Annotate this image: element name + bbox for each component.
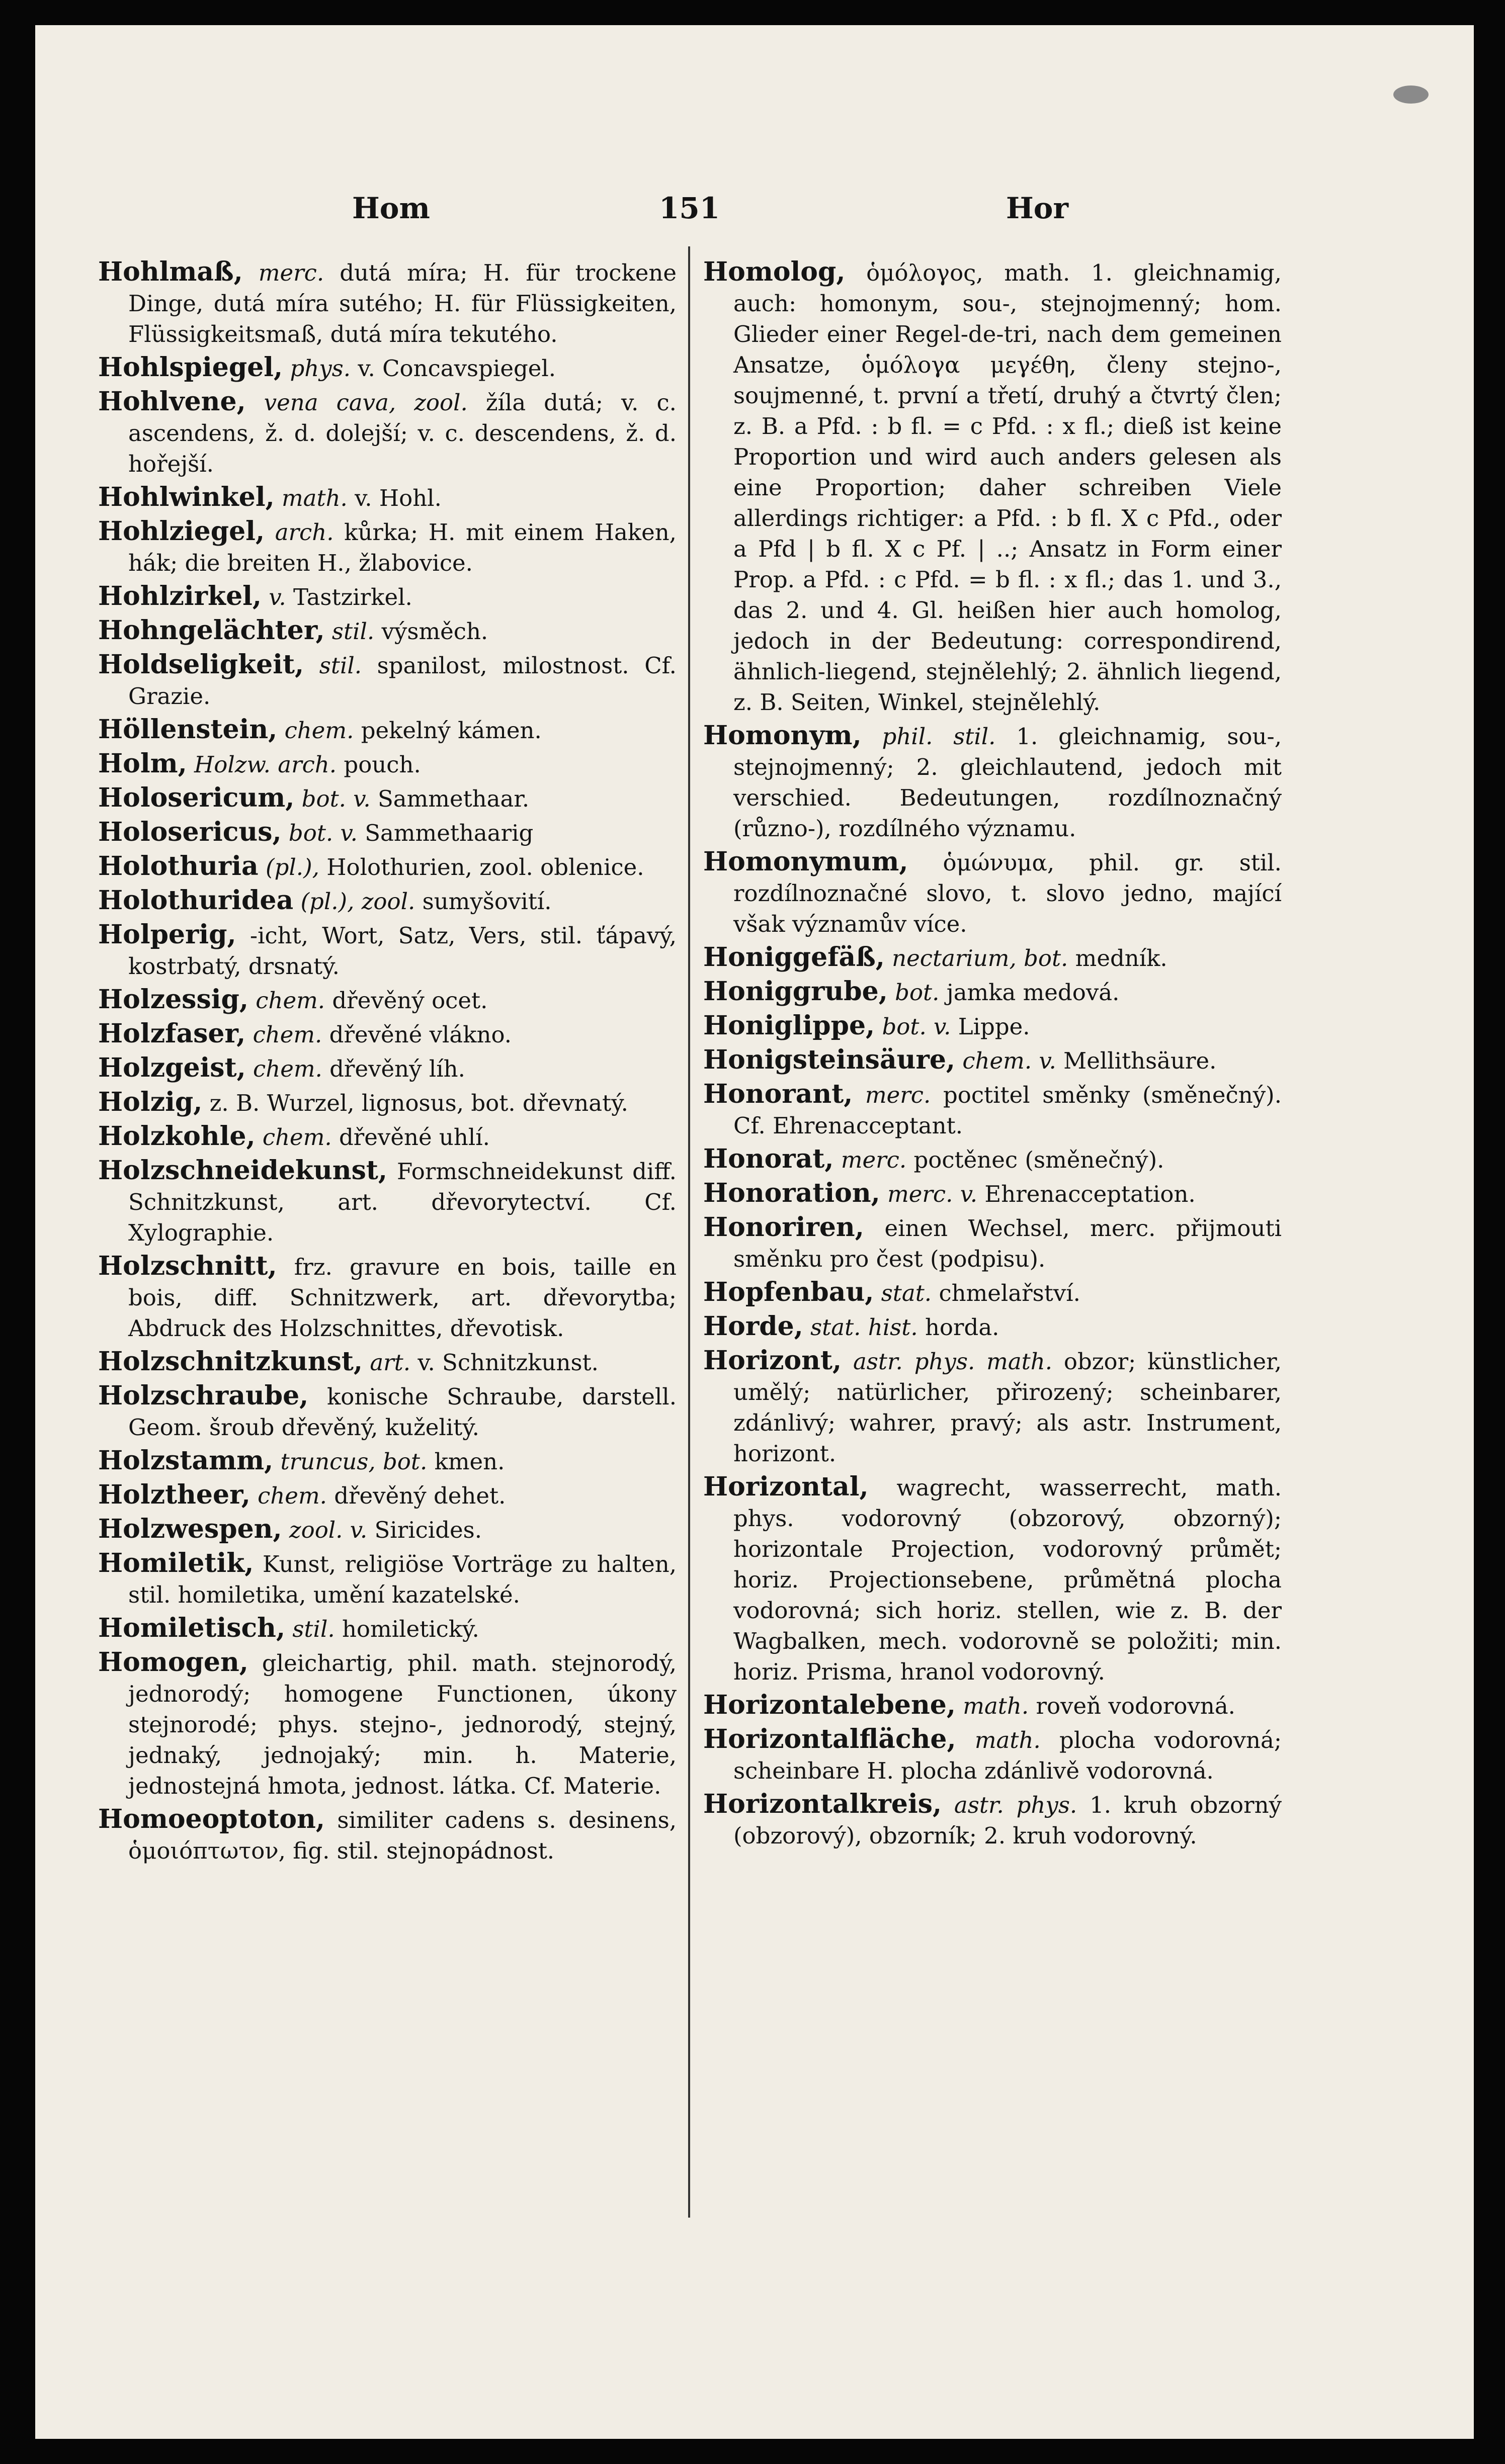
entry-definition: dřevěné vlákno.	[329, 1021, 512, 1048]
dictionary-entry	[98, 1445, 677, 1477]
entry-definition: obzor; künstlicher, umělý; natürlicher, přirozený; scheinbarer, zdánlivý; wahrer, pravý; als astr. Instrument, horizont.	[733, 1348, 1282, 1467]
dictionary-entry	[703, 256, 1282, 718]
entry-definition: Formschneidekunst diff. Schnitzkunst, art. dřevorytectví. Cf. Xylographie.	[128, 1158, 677, 1246]
entry-headword: Honoration,	[703, 1178, 880, 1208]
dictionary-entry	[703, 1724, 1282, 1786]
entry-label: merc.	[841, 1147, 907, 1173]
header-left-catchword: Hom	[352, 191, 430, 225]
entry-definition: z. B. Wurzel, lignosus, bot. dřevnatý.	[209, 1090, 628, 1116]
entry-headword: Homolog,	[703, 256, 846, 287]
dictionary-entry	[98, 1052, 677, 1084]
entry-label: Holzw. arch.	[194, 751, 337, 778]
entry-definition: Lippe.	[958, 1013, 1030, 1040]
entry-label: v.	[269, 584, 286, 610]
dictionary-entry	[98, 649, 677, 712]
entry-definition: jamka medová.	[946, 979, 1120, 1006]
dictionary-entry	[98, 1514, 677, 1545]
entry-headword: Holosericus,	[98, 817, 282, 847]
entry-headword: Honiggefäß,	[703, 942, 885, 973]
entry-definition: frz. gravure en bois, taille en bois, diff. Schnitzwerk, art. dřevorytba; Abdruck des Holzschnittes, dřevotisk.	[128, 1254, 677, 1342]
entry-definition: sumyšovití.	[422, 888, 552, 915]
entry-headword: Hopfenbau,	[703, 1277, 874, 1307]
entry-definition: wagrecht, wasserrecht, math. phys. vodorovný (obzorový, obzorný); horizontale Projection, vodorovný průmět; horiz. Projectionsebene, průmětná plocha vodorovná; sich horiz. stellen, wie z. B. der Wagbalken, mech. vodorovně se položiti; min. horiz. Prisma, hranol vodorovný.	[733, 1474, 1282, 1685]
dictionary-entry	[98, 256, 677, 349]
entry-definition: ὁμώνυμα, phil. gr. stil. rozdílnoznačné slovo, t. slovo jedno, mající však významův více.	[733, 849, 1282, 937]
entry-definition: 1. kruh obzorný (obzorový), obzorník; 2. kruh vodorovný.	[733, 1792, 1282, 1849]
entry-definition: Siricides.	[374, 1517, 482, 1543]
entry-definition: -icht, Wort, Satz, Vers, stil. ťápavý, kostrbatý, drsnatý.	[128, 922, 677, 980]
dictionary-entry	[703, 1789, 1282, 1851]
entry-label: chem.	[253, 1055, 322, 1082]
entry-label: chem.	[253, 1021, 322, 1048]
entry-definition: pekelný kámen.	[361, 717, 542, 744]
left-column	[98, 256, 677, 1869]
entry-definition: Ehrenacceptation.	[984, 1181, 1196, 1207]
dictionary-entry	[98, 748, 677, 780]
entry-definition: dutá míra; H. für trockene Dinge, dutá míra sutého; H. für Flüssigkeiten, Flüssigkeitsmaß, dutá míra tekutého.	[128, 259, 677, 347]
page-edge-mark	[1393, 85, 1429, 104]
dictionary-entry	[98, 615, 677, 647]
dictionary-entry	[98, 1018, 677, 1050]
dictionary-entry	[703, 942, 1282, 974]
entry-headword: Honorant,	[703, 1079, 853, 1109]
dictionary-entry	[703, 1143, 1282, 1175]
entry-definition: v. Hohl.	[355, 485, 442, 511]
dictionary-entry	[98, 984, 677, 1016]
dictionary-entry	[98, 516, 677, 578]
entry-label: bot. v.	[882, 1013, 951, 1040]
entry-label: chem.	[258, 1482, 327, 1509]
dictionary-entry	[98, 1155, 677, 1248]
entry-definition: gleichartig, phil. math. stejnorodý, jednorodý; homogene Functionen, úkony stejnorodé; phys. stejno-, jednorodý, stejný, jednaký, jednojaký; min. h. Materie, jednostejná hmota, jednost. látka. Cf. Materie.	[128, 1650, 677, 1799]
entry-definition: pouch.	[344, 751, 421, 778]
dictionary-entry	[98, 482, 677, 513]
entry-definition: Sammethaar.	[377, 785, 530, 812]
entry-headword: Holzkohle,	[98, 1121, 256, 1152]
entry-definition: horda.	[925, 1314, 999, 1341]
dictionary-entry	[703, 976, 1282, 1008]
entry-definition: poctěnec (směnečný).	[913, 1147, 1164, 1173]
entry-headword: Holzgeist,	[98, 1052, 246, 1083]
entry-definition: einen Wechsel, merc. přijmouti směnku pro čest (podpisu).	[733, 1215, 1282, 1272]
entry-headword: Homiletik,	[98, 1548, 254, 1578]
dictionary-entry	[98, 782, 677, 814]
entry-label: stil.	[331, 618, 375, 645]
entry-headword: Holdseligkeit,	[98, 649, 304, 680]
entry-headword: Hohlzirkel,	[98, 581, 262, 611]
entry-headword: Hohngelächter,	[98, 615, 325, 646]
entry-label: math.	[281, 485, 348, 511]
entry-definition: plocha vodorovná; scheinbare H. plocha zdánlivě vodorovná.	[733, 1727, 1282, 1784]
entry-definition: Sammethaarig	[365, 820, 534, 846]
dictionary-entry	[98, 1380, 677, 1443]
entry-definition: dřevěný dehet.	[334, 1482, 506, 1509]
header-right-catchword: Hor	[1006, 191, 1069, 225]
entry-label: chem.	[284, 717, 354, 744]
dictionary-entry	[98, 1548, 677, 1610]
dictionary-entry	[98, 1479, 677, 1511]
entry-definition: v. Schnitzkunst.	[417, 1349, 599, 1376]
entry-label: art.	[370, 1349, 411, 1376]
dictionary-entry	[703, 846, 1282, 939]
dictionary-entry	[703, 720, 1282, 844]
entry-headword: Holperig,	[98, 919, 236, 950]
dictionary-entry	[98, 885, 677, 917]
entry-headword: Homonymum,	[703, 846, 908, 877]
entry-definition: dřevěný ocet.	[332, 987, 488, 1014]
entry-label: bot. v.	[288, 820, 358, 846]
dictionary-entry	[703, 1311, 1282, 1343]
entry-headword: Holzschnitzkunst,	[98, 1346, 363, 1377]
entry-definition: Holothurien, zool. oblenice.	[326, 854, 644, 881]
dictionary-page	[35, 25, 1474, 2439]
entry-label: chem.	[262, 1124, 332, 1151]
dictionary-entry	[703, 1277, 1282, 1308]
entry-definition: kmen.	[434, 1448, 505, 1475]
right-column	[703, 256, 1282, 1854]
page-header	[35, 191, 1474, 236]
dictionary-entry	[703, 1471, 1282, 1687]
entry-label: bot. v.	[301, 785, 371, 812]
entry-headword: Holzwespen,	[98, 1514, 282, 1544]
entry-label: astr. phys.	[954, 1792, 1077, 1818]
entry-headword: Hohlwinkel,	[98, 482, 275, 512]
dictionary-entry	[98, 1613, 677, 1644]
entry-headword: Holzessig,	[98, 984, 248, 1015]
entry-headword: Horizontalfläche,	[703, 1724, 956, 1754]
dictionary-entry	[703, 1044, 1282, 1076]
entry-label: (pl.),	[266, 854, 319, 881]
entry-headword: Holzschnitt,	[98, 1251, 277, 1281]
dictionary-entry	[98, 851, 677, 883]
entry-headword: Honoriren,	[703, 1212, 864, 1243]
entry-definition: v. Concavspiegel.	[358, 355, 556, 382]
entry-label: phys.	[290, 355, 351, 382]
entry-definition: spanilost, milostnost. Cf. Grazie.	[128, 652, 677, 710]
entry-label: arch.	[275, 519, 334, 546]
entry-label: truncus, bot.	[280, 1448, 428, 1475]
entry-definition: kůrka; H. mit einem Haken, hák; die breiten H., žlabovice.	[128, 519, 677, 576]
entry-label: stat.	[881, 1280, 932, 1306]
entry-label: math.	[963, 1693, 1029, 1719]
entry-headword: Honorat,	[703, 1143, 834, 1174]
dictionary-entry	[98, 352, 677, 384]
entry-label: math.	[974, 1727, 1041, 1753]
dictionary-entry	[98, 1346, 677, 1378]
entry-headword: Homiletisch,	[98, 1613, 286, 1643]
dictionary-entry	[703, 1345, 1282, 1469]
entry-label: astr. phys. math.	[853, 1348, 1053, 1375]
entry-definition: medník.	[1075, 945, 1167, 972]
entry-headword: Horizontalebene,	[703, 1690, 956, 1720]
entry-headword: Horde,	[703, 1311, 803, 1342]
entry-headword: Horizontal,	[703, 1471, 869, 1502]
entry-headword: Honiggrube,	[703, 976, 888, 1007]
entry-headword: Homoeoptoton,	[98, 1804, 325, 1834]
entry-label: (pl.), zool.	[300, 888, 415, 915]
dictionary-entry	[98, 1121, 677, 1153]
entry-label: nectarium, bot.	[892, 945, 1068, 972]
dictionary-entry	[98, 1087, 677, 1118]
entry-definition: 1. gleichnamig, sou-, stejnojmenný; 2. gleichlautend, jedoch mit verschied. Bedeutungen, rozdílnoznačný (různo-), rozdílného významu.	[733, 723, 1282, 842]
entry-label: stil.	[319, 652, 362, 679]
entry-label: merc.	[258, 259, 324, 286]
entry-headword: Höllenstein,	[98, 714, 278, 745]
entry-definition: žíla dutá; v. c. ascendens, ž. d. dolejší; v. c. descendens, ž. d. hořejší.	[128, 389, 677, 477]
dictionary-entry	[703, 1010, 1282, 1042]
entry-label: merc. v.	[887, 1181, 978, 1207]
dictionary-entry	[98, 817, 677, 848]
entry-headword: Hohlvene,	[98, 386, 246, 417]
entry-label: chem. v.	[962, 1047, 1056, 1074]
entry-definition: výsměch.	[381, 618, 488, 645]
dictionary-entry	[98, 581, 677, 612]
entry-headword: Holzig,	[98, 1087, 203, 1117]
entry-label: merc.	[865, 1082, 931, 1108]
entry-headword: Holothuridea	[98, 885, 294, 916]
dictionary-entry	[98, 714, 677, 746]
dictionary-entry	[98, 1804, 677, 1866]
dictionary-entry	[703, 1079, 1282, 1141]
entry-definition: similiter cadens s. desinens, ὁμοιόπτωτον, fig. stil. stejnopádnost.	[128, 1807, 677, 1864]
entry-headword: Hohlziegel,	[98, 516, 265, 547]
entry-label: stil.	[292, 1616, 335, 1642]
entry-headword: Hohlspiegel,	[98, 352, 283, 383]
entry-label: zool. v.	[289, 1517, 368, 1543]
dictionary-entry	[703, 1178, 1282, 1209]
entry-headword: Horizontalkreis,	[703, 1789, 942, 1819]
entry-definition: konische Schraube, darstell. Geom. šroub dřevěný, kuželitý.	[128, 1383, 677, 1441]
dictionary-entry	[98, 1647, 677, 1801]
entry-label: vena cava, zool.	[264, 389, 468, 416]
entry-headword: Holzstamm,	[98, 1445, 274, 1476]
dictionary-entry	[98, 919, 677, 982]
entry-headword: Holzfaser,	[98, 1018, 246, 1049]
entry-definition: homiletický.	[342, 1616, 479, 1642]
entry-headword: Holothuria	[98, 851, 259, 882]
entry-definition: dřevěný líh.	[329, 1055, 465, 1082]
dictionary-entry	[98, 1251, 677, 1344]
entry-label: bot.	[895, 979, 940, 1006]
dictionary-entry	[703, 1212, 1282, 1274]
entry-headword: Hohlmaß,	[98, 256, 243, 287]
entry-definition: roveň vodorovná.	[1036, 1693, 1235, 1719]
page-number: 151	[659, 191, 720, 225]
entry-headword: Holm,	[98, 748, 187, 779]
entry-headword: Homogen,	[98, 1647, 248, 1678]
dictionary-entry	[98, 386, 677, 479]
entry-headword: Holosericum,	[98, 782, 295, 813]
entry-headword: Honiglippe,	[703, 1010, 875, 1041]
entry-headword: Horizont,	[703, 1345, 842, 1376]
entry-label: phil. stil.	[882, 723, 996, 750]
entry-headword: Holztheer,	[98, 1479, 250, 1510]
column-divider	[688, 246, 690, 2218]
entry-headword: Honigsteinsäure,	[703, 1044, 956, 1075]
entry-label: chem.	[256, 987, 325, 1014]
entry-definition: Kunst, religiöse Vorträge zu halten, stil. homiletika, umění kazatelské.	[128, 1551, 677, 1608]
entry-definition: Tastzirkel.	[293, 584, 412, 610]
entry-definition: poctitel směnky (směnečný). Cf. Ehrenacceptant.	[733, 1082, 1282, 1139]
entry-definition: dřevěné uhlí.	[339, 1124, 490, 1151]
entry-label: stat. hist.	[810, 1314, 918, 1341]
entry-headword: Homonym,	[703, 720, 862, 751]
entry-headword: Holzschneidekunst,	[98, 1155, 387, 1186]
entry-definition: ὁμόλογος, math. 1. gleichnamig, auch: homonym, sou-, stejnojmenný; hom. Glieder einer Regel-de-tri, nach dem gemeinen Ansatze, ὁμόλογα μεγέθη, členy stejno-, soujmenné, t. první a třetí, druhý a čtvrtý člen; z. B. a Pfd. : b fl. = c Pfd. : x fl.; dieß ist keine Proportion und wird auch anders gelesen als eine Proportion; daher schreiben Viele allerdings richtiger: a Pfd. : b fl. X c Pfd., oder a Pfd | b fl. X c Pf. | ..; Ansatz in Form einer Prop. a Pfd. : c Pfd. = b fl. : x fl.; das 1. und 3., das 2. und 4. Gl. heißen hier auch homolog, jedoch in der Bedeutung: correspondirend, ähnlich-liegend, stejnělehlý; 2. ähnlich liegend, z. B. Seiten, Winkel, stejnělehlý.	[733, 259, 1282, 716]
entry-definition: chmelařství.	[939, 1280, 1080, 1306]
dictionary-entry	[703, 1690, 1282, 1721]
entry-definition: Mellithsäure.	[1063, 1047, 1217, 1074]
entry-headword: Holzschraube,	[98, 1380, 309, 1411]
